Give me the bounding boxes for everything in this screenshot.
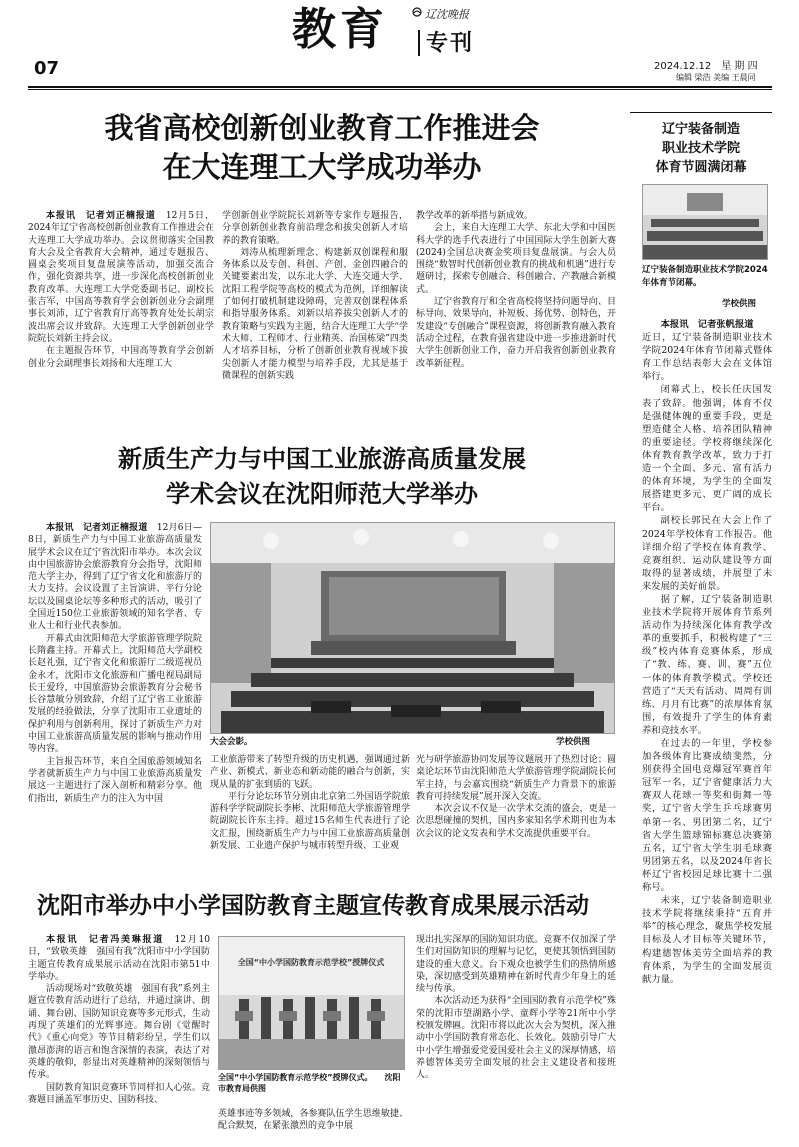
- sidebar-text: 副校长郭民在大会上作了2024年学校体育工作报告。他详细介绍了学校在体育教学、竞赛组织、运动队建设等方面取得的显著成绩，并展望了未来发展的美好前景。: [642, 515, 772, 592]
- sidebar-text: 在过去的一年里，学校参加各级体育比赛成绩斐然，分别获得全国电竞爆冠军赛首年冠军一名，辽宁省健康活力大赛双人花球一等奖和街舞一等奖，辽宁省大学生乒乓球赛男单第一名、男团第二名，辽宁省大学生篮球锦标赛总决赛第五名，辽宁省大学生羽毛球赛男团第五名，以及2024年省长杯辽宁省校园足球比赛十二强称号。: [642, 738, 772, 894]
- article1-text: 在主题报告环节，中国高等教育学会创新创业分会副理事长刘扬和大连理工大: [28, 346, 214, 369]
- page-number: 07: [34, 58, 60, 79]
- article1-column-1: [28, 210, 214, 428]
- article2-text: 光与研学旅游协同发展等议题展开了热烈讨论；圆桌论坛环节由沈阳师范大学旅游管理学院副院长何军主持，与会嘉宾围绕“新质生产力背景下的旅游教育可持续发展”展开深入交流。: [416, 755, 616, 802]
- award-ceremony-image: [219, 937, 404, 1069]
- article1-text: 12月5日，2024年辽宁省高校创新创业教育工作推进会在大连理工大学成功举办。会议贯彻落实全国教育大会及全省教育大会精神，通过专题报告、圆桌会奖项目复盘展演等活动，加强交流合作，强化资源共享，进一步深化高校创新创业教育改革。大连理工大学党委副书记、副校长张吉军，中国高等教育学会创新创业分会副理事长刘沛，辽宁省教育厅高等教育处处长胡宗波出席会议并致辞。大连理工大学创新创业学院院长刘新主持会议。: [28, 211, 214, 344]
- conference-hall-image: [211, 523, 614, 733]
- article2-text: 工业旅游带来了转型升级的历史机遇，强调通过新产业、新模式、新业态和新动能的融合与创新，实现从量的扩张到质的飞跃。: [210, 755, 410, 790]
- article3-text: 12月10日，“致敬英雄 强国有我”沈阳市中小学国防主题宣传教育成果展示活动在沈阳市第51中学举办。: [28, 935, 210, 982]
- article3-text: 本次活动还为获得“全国国防教育示范学校”殊荣的沈阳市望湖路小学、童辉小学等21所中小学校颁发牌匾。沈阳市将以此次大会为契机，深入推动中小学国防教育常态化、长效化。鼓励引导广大中小学生增强爱党爱国爱社会主义的深厚情感，培养德智体美劳全面发展的社会主义建设者和接班人。: [416, 996, 616, 1081]
- conference-photo-caption: 大会会影。: [210, 737, 253, 747]
- article2-headline-line1: 新质生产力与中国工业旅游高质量发展: [118, 445, 526, 473]
- article1-text: 会上，来自大连理工大学、东北大学和中国医科大学的选手代表进行了中国国际大学生创新大赛(2024)全国总决赛金奖项目复盘展演。与会人员围绕“数智时代创新创业教育的挑战和机遇”进行专题研讨，探索专创融合、科创融合、产教融合新模式。: [416, 223, 616, 295]
- article1-text: 学创新创业学院院长刘新等专家作专题报告，分享创新创业教育前沿理念和拔尖创新人才培养的教育策略。: [222, 211, 408, 246]
- issue-date: 2024.12.12 星 期 四: [654, 61, 758, 72]
- article3-text: 现出扎实深厚的国防知识功底。竞赛不仅加深了学生们对国防知识的理解与记忆，更使其领悟到国防建设的重大意义。台下观众也被学生们的热情所感染，深切感受到英雄精神在新时代青少年身上的延续与传承。: [416, 935, 616, 995]
- sports-photo-credit: 学校供图: [722, 299, 757, 309]
- article2-column-1: [28, 522, 202, 874]
- sidebar-headline: [630, 120, 772, 177]
- article3-headline: 沈阳市举办中小学国防教育主题宣传教育成果展示活动: [37, 893, 589, 919]
- sidebar-headline-line3: 体育节圆满闭幕: [655, 160, 747, 175]
- sidebar-text: 近日，辽宁装备制造职业技术学院2024年体育节闭幕式暨体育工作总结表彰大会在文体馆举行。: [642, 332, 772, 383]
- masthead-rule-thin: [28, 89, 772, 90]
- article2-headline-line2: 学术会议在沈阳师范大学举办: [166, 480, 478, 508]
- photo-banner-text: 全国“中小学国防教育示范学校”授牌仪式: [237, 958, 385, 967]
- article2-text: 12月6日—8日，新质生产力与中国工业旅游高质量发展学术会议在辽宁省沈阳市举办。本次会议由中国旅游协会旅游教育分会指导，沈阳师范大学主办，得到了辽宁省文化和旅游厅的大力支持。会议设置了主旨演讲、平行分论坛以及圆桌论坛等多种形式的活动，吸引了全国近150位工业旅游领域的知名学者、专业人士和行业代表参加。: [28, 523, 202, 632]
- article2-text: 平行分论坛环节分别由北京第二外国语学院旅游科学学院副院长李彬、沈阳师范大学旅游管理学院副院长许东主持。超过15名师生代表进行了论文汇报，围绕新质生产力与中国工业旅游高质量创新发展、工业遗产保护与城市转型升级、工业观: [210, 791, 410, 852]
- sidebar-text: 据了解，辽宁装备制造职业技术学院将开展体育节系列活动作为持续深化体育教学改革的重要抓手，积极构建了“三级”校内体育竞赛体系，形成了“教、练、赛、训、赛”五位一体的体育教学模式。学校还营造了“天天有活动、周周有训练、月月有比赛”的浓厚体育氛围，有效提升了学生的体育素养和竞技水平。: [642, 593, 772, 736]
- sidebar-headline-line2: 职业技术学院: [661, 141, 740, 156]
- award-ceremony-photo: [218, 936, 405, 1070]
- article2-text: 开幕式由沈阳师范大学旅游管理学院院长隋鑫主持。开幕式上，沈阳师范大学副校长赵礼强，辽宁省文化和旅游厅二级巡视员金永才，沈阳市文化旅游和广播电视局副局长王爱玲，中国旅游协会旅游教育分会秘书长谷慧敏分别致辞，介绍了辽宁省工业旅游发展的经验做法，分享了沈阳市工业遗址的保护利用与创新利用，探讨了新质生产力对中国工业旅游高质量发展的影响与推动作用等内容。: [28, 633, 202, 755]
- article3-column-1: [28, 934, 210, 1144]
- conference-photo-credit: 学校供图: [556, 737, 591, 747]
- sports-photo-caption: 辽宁装备制造职业技术学院2024年体育节闭幕。: [642, 265, 768, 288]
- article2-byline: 本报讯 记者刘正楠报道: [46, 523, 148, 533]
- section-title: 教育: [292, 4, 388, 55]
- sidebar-text: 未来，辽宁装备制造职业技术学院将继续秉持“五育并举”的核心理念，聚焦学校发展目标及人才目标等关键环节，构建德智体美劳全面培养的教育体系，为学生的全面发展贡献力量。: [642, 895, 772, 985]
- masthead-rule: [28, 86, 772, 88]
- brand-name: 辽沈晚报: [425, 8, 469, 21]
- article1-text: 教学改革的新举措与新成效。: [416, 211, 534, 221]
- sports-festival-image: [643, 185, 767, 259]
- sidebar-text: 闭幕式上，校长任庆国发表了致辞。他强调，体育不仅是强健体魄的重要手段，更是塑造健全人格、培养团队精神的重要途径。学校将继续深化体育教育教学改革，致力于打造一个全面、多元、富有活力的体育环境，为学生的全面发展搭建更多元、更广阔的成长平台。: [642, 384, 772, 514]
- article3-column-3: [416, 934, 616, 1144]
- editors-credit: 编辑 梁浩 美编 王晨同: [676, 73, 756, 82]
- article1-headline-line2: 在大连理工大学成功举办: [162, 150, 482, 184]
- article1-byline: 本报讯 记者刘正楠报道: [46, 211, 156, 221]
- article1-column-3: [416, 210, 616, 428]
- article1-text: 辽宁省教育厅和全省高校将坚持问题导向、目标导向、效果导向，补短板、扬优势、创特色，开发建设“专创融合”课程资源，将创新教育融入教育活动全过程，在教育强省建设中进一步推进新时代大学生创新创业工作，奋力开启我省创新创业教育改革新征程。: [416, 297, 616, 369]
- article2-column-3: [416, 754, 616, 878]
- sports-festival-photo: [642, 184, 768, 260]
- article2-column-2: [210, 754, 410, 878]
- special-edition-label: 专刊: [418, 30, 474, 56]
- article3-text: 活动现场对“致敬英雄 强国有我”系列主题宣传教育活动进行了总结，并通过演讲、朗诵、舞台剧、国防知识竞赛等多元形式，生动再现了英雄们的光辉事迹。舞台剧《觉醒时代》《重心向党》等节目精彩纷呈，学生们以激昂澎湃的语言和饱含深情的表演，表达了对英雄的敬仰，彰显出对英雄精神的深刻领悟与传承。: [28, 984, 210, 1081]
- article2-text: 本次会议不仅是一次学术交流的盛会，更是一次思想碰撞的契机，国内多家知名学术期刊也为本次会议的论文发表和学术交流提供重要平台。: [416, 804, 616, 839]
- article3-column-2: [218, 1108, 408, 1144]
- sidebar-headline-line1: 辽宁装备制造: [661, 122, 740, 137]
- article3-text: 国防教育知识竞赛环节同样扣人心弦。竞赛题目涵盖军事历史、国防科技、: [28, 1082, 210, 1105]
- sidebar-top-rule: [630, 112, 772, 113]
- brand-logo-icon: [412, 7, 422, 17]
- article1-text: 刘涛从梳理新理念、构建新双创课程和服务体系以及专创、科创、产创、金创四融合的关键要素出发，以东北大学、大连交通大学、沈阳工程学院等高校的模式为范例，详细解读了如何打破机制建设障碍，完善双创课程体系和指导服务体系。刘新以培养拔尖创新人才的教育策略与实践为主题，结合大连理工大学“学术大师、工程师才、行业精英、治国栋梁”四类人才培养目标，分析了创新创业教育视域下拔尖创新人才能力模型与培养手段，尤其是基于微课程的创新实践: [222, 247, 408, 381]
- conference-photo: [210, 522, 615, 734]
- sidebar-body: [642, 318, 772, 1144]
- award-photo-caption: 全国“中小学国防教育示范学校”授牌仪式。 沈阳市教育局供图: [218, 1073, 401, 1093]
- article3-text: 英雄事迹等多领域，各参赛队伍学生思维敏捷、配合默契，在紧张激烈的竞争中展: [218, 1109, 408, 1132]
- article1-headline-line1: 我省高校创新创业教育工作推进会: [104, 111, 540, 145]
- article2-text: 主旨报告环节，来自全国旅游领域知名学者就新质生产力与中国工业旅游高质量发展这一主题进行了深入剖析和精彩分享。他们指出，新质生产力的注入为中国: [28, 756, 202, 804]
- article3-byline: 本报讯 记者冯美琳报道: [46, 935, 164, 945]
- sidebar-byline: 本报讯 记者张帆报道: [660, 319, 754, 330]
- article1-column-2: [222, 210, 408, 428]
